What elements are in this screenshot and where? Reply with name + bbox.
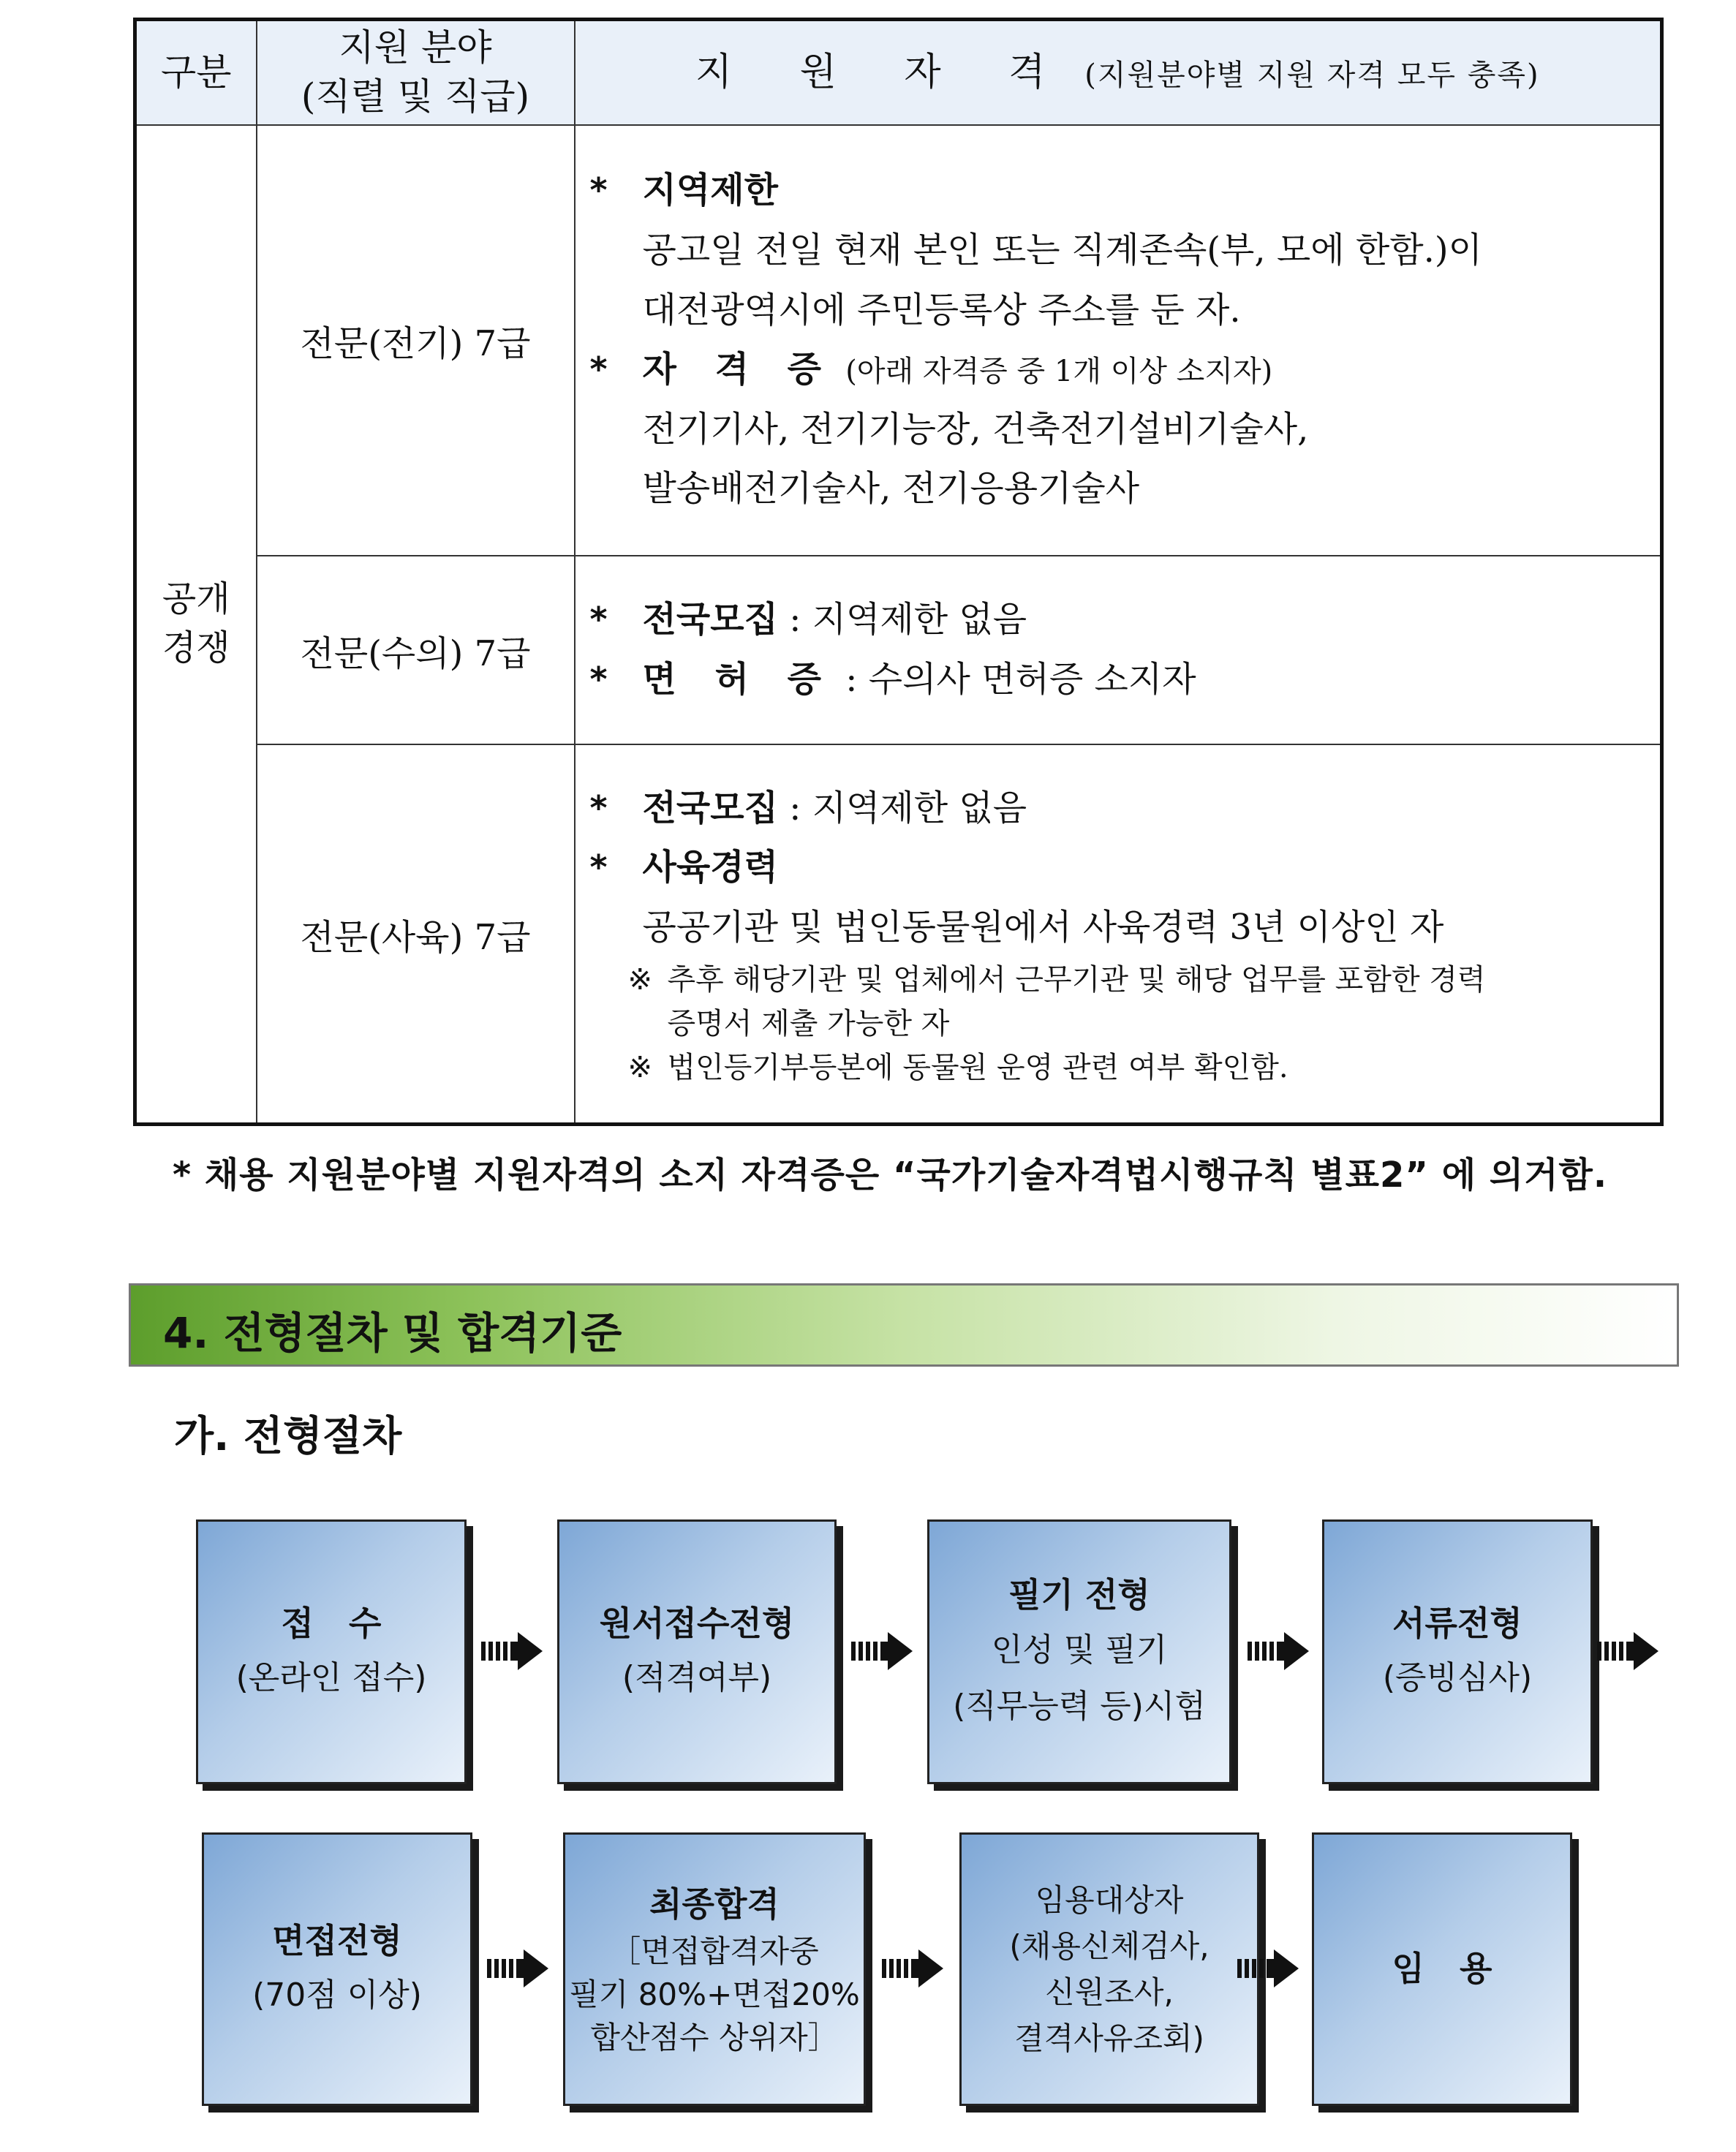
qual-line: 발송배전기술사, 전기응용기술사 — [642, 468, 1140, 510]
header-qualification — [575, 20, 1662, 125]
flow-step-line: (채용신체검사, — [1009, 1928, 1209, 1964]
qual-note: 증명서 제출 가능한 자 — [667, 1006, 950, 1041]
header-field — [257, 20, 575, 125]
flow-step-line: (직무능력 등)시험 — [953, 1687, 1206, 1725]
table-row-veterinary — [135, 556, 1662, 745]
flow-step-line: (온라인 접수) — [235, 1659, 427, 1697]
flow-step-final-pass — [563, 1832, 866, 2106]
qual-keyword: 면 허 증 — [642, 659, 835, 701]
flow-step-interview — [202, 1832, 472, 2106]
flow-step-title: 원서접수전형 — [599, 1603, 795, 1643]
arrow-right-icon — [880, 1948, 946, 1989]
field-cell-veterinary: 전문(수의) 7급 — [257, 556, 575, 745]
section-subtitle: 가. 전형절차 — [174, 1413, 402, 1460]
arrow-right-icon — [850, 1631, 916, 1672]
table-header-row — [135, 20, 1662, 125]
qual-line: 전기기사, 전기기능장, 건축전기설비기술사, — [642, 408, 1309, 450]
category-cell — [135, 125, 257, 1125]
qual-item: * 전국모집 : 지역제한 없음 — [589, 599, 1027, 641]
flow-step-title: 서류전형 — [1392, 1603, 1522, 1643]
flow-step-title: 임 용 — [1392, 1949, 1492, 1989]
qual-item: * 전국모집 : 지역제한 없음 — [589, 787, 1027, 828]
flow-step-line: 합산점수 상위자］ — [590, 2020, 839, 2056]
flow-step-appointment — [1312, 1832, 1572, 2106]
flow-step-document-review — [1322, 1519, 1593, 1784]
flow-step-application — [196, 1519, 467, 1784]
qual-text: 수의사 면허증 소지자 — [868, 659, 1196, 701]
qualification-cell-electric — [575, 125, 1662, 556]
flow-step-line: 임용대상자 — [1035, 1882, 1184, 1918]
flow-step-document-screening — [557, 1519, 837, 1784]
category-line2: 경쟁 — [162, 627, 230, 669]
qual-text: 지역제한 없음 — [812, 787, 1027, 828]
flow-step-title: 면접전형 — [272, 1920, 402, 1960]
field-cell-breeding: 전문(사육) 7급 — [257, 744, 575, 1124]
category-line1: 공개 — [162, 578, 230, 620]
header-field-line2: (직렬 및 직급) — [301, 75, 530, 118]
flow-step-title: 최종합격 — [649, 1884, 780, 1925]
qual-text: (아래 자격증 중 1개 이상 소지자) — [845, 355, 1273, 389]
header-category: 구분 — [135, 20, 257, 125]
section-title: 4. 전형절차 및 합격기준 — [163, 1308, 622, 1358]
flow-step-appointment-candidate — [959, 1832, 1259, 2106]
qual-line: 공공기관 및 법인동물원에서 사육경력 3년 이상인 자 — [642, 906, 1444, 948]
qual-item: * 면 허 증 : 수의사 면허증 소지자 — [589, 659, 1196, 701]
qual-note: ※ 법인등기부등본에 동물원 운영 관련 여부 확인함. — [627, 1050, 1288, 1084]
qual-line: 공고일 전일 현재 본인 또는 직계존속(부, 모에 한함.)이 — [642, 229, 1483, 271]
qual-keyword: 지역제한 — [642, 170, 778, 211]
qual-item: * 지역제한 — [589, 170, 778, 211]
arrow-right-icon — [486, 1948, 551, 1989]
section-banner — [129, 1283, 1679, 1367]
flow-step-written-exam — [927, 1519, 1231, 1784]
flow-step-line: ［면접합격자중 — [610, 1933, 819, 1970]
qualification-cell-breeding — [575, 744, 1662, 1124]
field-cell-electric: 전문(전기) 7급 — [257, 125, 575, 556]
arrow-right-icon — [1246, 1631, 1312, 1672]
flow-step-title: 접 수 — [281, 1603, 382, 1643]
arrow-right-icon — [480, 1631, 546, 1672]
table-row-breeding — [135, 744, 1662, 1124]
arrow-right-icon — [1236, 1948, 1302, 1989]
flow-step-title: 필기 전형 — [1008, 1575, 1150, 1615]
flow-step-line: 인성 및 필기 — [991, 1631, 1168, 1669]
flow-step-line: 신원조사, — [1045, 1974, 1174, 2010]
qual-item: * 사육경력 — [589, 847, 778, 888]
flow-step-line: 필기 80%+면접20% — [569, 1977, 860, 2013]
qual-keyword: 사육경력 — [642, 847, 778, 888]
arrow-right-icon — [1596, 1631, 1661, 1672]
table-row-electric — [135, 125, 1662, 556]
qual-keyword: 전국모집 — [642, 787, 778, 828]
qual-text: 지역제한 없음 — [812, 599, 1027, 641]
qual-line: 대전광역시에 주민등록상 주소를 둔 자. — [642, 289, 1241, 331]
flow-step-line: (70점 이상) — [252, 1977, 422, 2015]
qual-item: * 자 격 증 (아래 자격증 중 1개 이상 소지자) — [589, 349, 1273, 390]
header-qual-sub: (지원분야별 지원 자격 모두 충족) — [1084, 58, 1540, 93]
flow-step-line: (증빙심사) — [1382, 1659, 1533, 1697]
qual-note: ※ 추후 해당기관 및 업체에서 근무기관 및 해당 업무를 포함한 경력 — [627, 962, 1486, 997]
flow-step-line: (적격여부) — [622, 1659, 772, 1697]
header-field-line1: 지원 분야 — [339, 26, 492, 69]
qual-keyword: 전국모집 — [642, 599, 778, 641]
header-qual-main: 지 원 자 격 — [695, 50, 1073, 95]
footnote: * 채용 지원분야별 지원자격의 소지 자격증은 “국가기술자격법시행규칙 별표2” 에 의거함. — [173, 1155, 1608, 1196]
eligibility-table — [133, 18, 1664, 1126]
flow-step-line: 결격사유조회) — [1014, 2020, 1204, 2056]
qual-keyword: 자 격 증 — [642, 349, 835, 390]
qualification-cell-veterinary — [575, 556, 1662, 745]
